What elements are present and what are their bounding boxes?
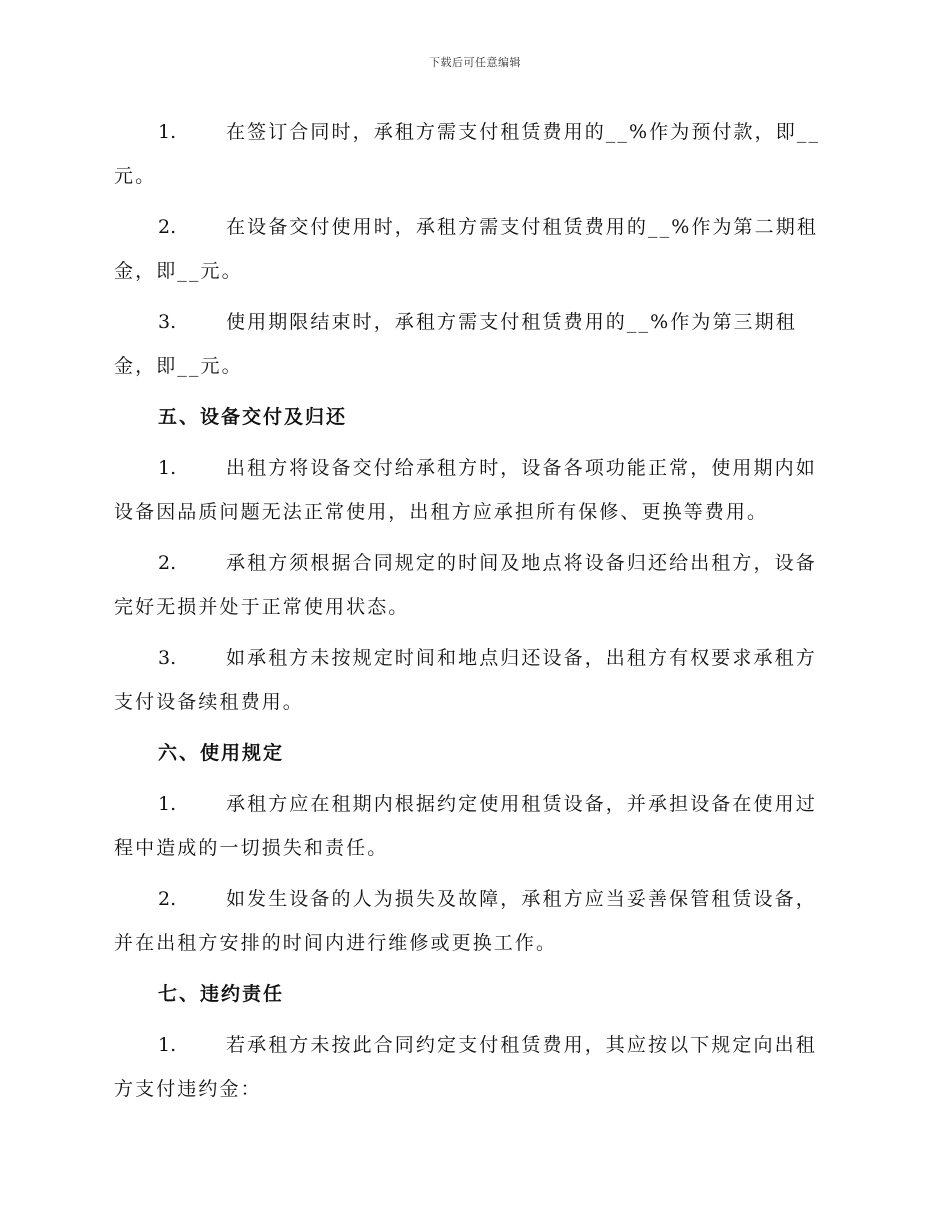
item-text-continuation: 金，即__元。 bbox=[114, 260, 243, 282]
item-text-continuation: 金，即__元。 bbox=[114, 355, 243, 377]
item-number: 3. bbox=[158, 311, 177, 333]
item-text-continuation: 设备因品质问题无法正常使用，出租方应承担所有保修、更换等费用。 bbox=[114, 501, 769, 523]
item-text-continuation: 元。 bbox=[114, 165, 157, 187]
item-text: 承租方须根据合同规定的时间及地点将设备归还给出租方，设备 bbox=[226, 552, 817, 574]
item-number: 1. bbox=[158, 457, 177, 479]
section-heading: 五、设备交付及归还 bbox=[158, 406, 348, 428]
list-item bbox=[114, 1023, 832, 1111]
item-text: 在设备交付使用时，承租方需支付租赁费用的__%作为第二期租 bbox=[226, 216, 818, 238]
item-number: 2. bbox=[158, 888, 177, 910]
list-item bbox=[114, 877, 832, 965]
document-body bbox=[114, 110, 832, 1118]
item-number: 3. bbox=[158, 647, 177, 669]
section-heading: 六、使用规定 bbox=[158, 742, 285, 764]
item-text: 承租方应在租期内根据约定使用租赁设备，并承担设备在使用过 bbox=[226, 793, 817, 815]
item-text-continuation: 程中造成的一切损失和责任。 bbox=[114, 837, 389, 859]
item-text-continuation: 方支付违约金： bbox=[114, 1078, 262, 1100]
list-item bbox=[114, 205, 832, 293]
item-number: 2. bbox=[158, 552, 177, 574]
item-text-continuation: 支付设备续租费用。 bbox=[114, 691, 304, 713]
list-item bbox=[114, 541, 832, 629]
list-item bbox=[114, 300, 832, 388]
item-number: 1. bbox=[158, 1034, 177, 1056]
item-text-continuation: 并在出租方安排的时间内进行维修或更换工作。 bbox=[114, 932, 558, 954]
item-text: 如发生设备的人为损失及故障，承租方应当妥善保管租赁设备， bbox=[226, 888, 817, 910]
page-header: 下载后可任意编辑 bbox=[429, 56, 521, 69]
item-text: 在签订合同时，承租方需支付租赁费用的__%作为预付款，即__ bbox=[226, 121, 821, 143]
item-number: 2. bbox=[158, 216, 177, 238]
item-text: 若承租方未按此合同约定支付租赁费用，其应按以下规定向出租 bbox=[226, 1034, 817, 1056]
item-text: 如承租方未按规定时间和地点归还设备，出租方有权要求承租方 bbox=[226, 647, 817, 669]
item-text: 出租方将设备交付给承租方时，设备各项功能正常，使用期内如 bbox=[226, 457, 817, 479]
item-text-continuation: 完好无损并处于正常使用状态。 bbox=[114, 596, 410, 618]
list-item bbox=[114, 636, 832, 724]
list-item bbox=[114, 782, 832, 870]
list-item bbox=[114, 446, 832, 534]
item-number: 1. bbox=[158, 121, 177, 143]
item-number: 1. bbox=[158, 793, 177, 815]
item-text: 使用期限结束时，承租方需支付租赁费用的__%作为第三期租 bbox=[226, 311, 797, 333]
list-item bbox=[114, 110, 832, 198]
section-heading: 七、违约责任 bbox=[158, 983, 285, 1005]
